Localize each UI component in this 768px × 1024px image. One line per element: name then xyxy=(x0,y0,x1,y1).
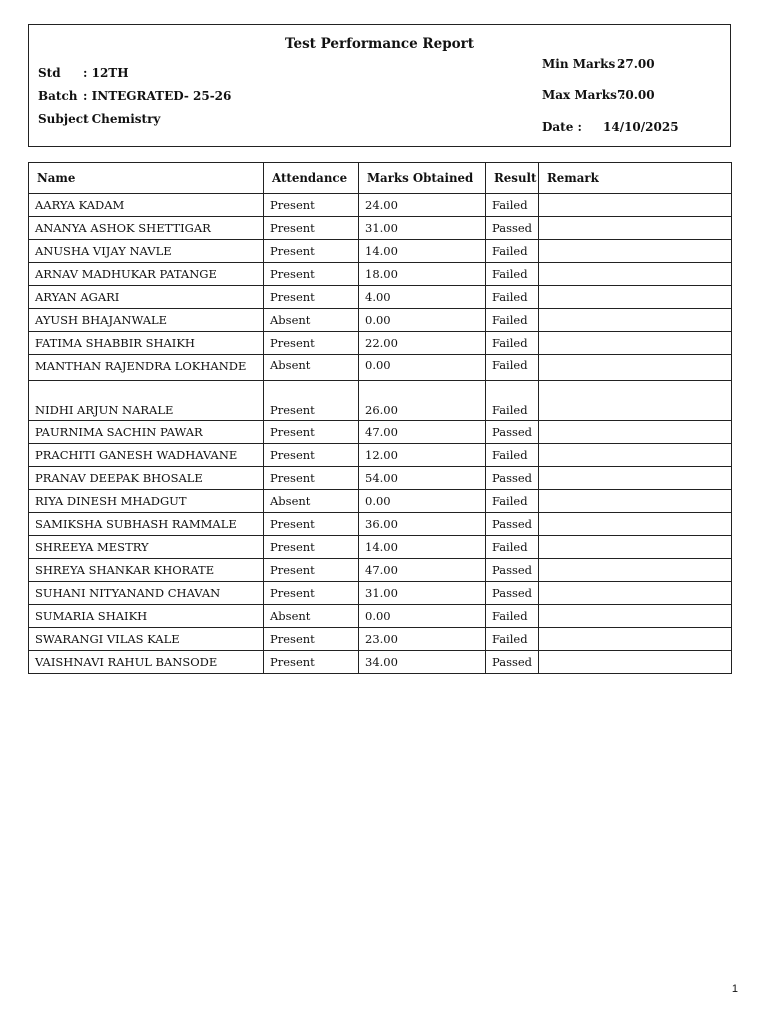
report-title: Test Performance Report xyxy=(285,36,474,52)
table-row xyxy=(29,490,732,513)
marks-cell: 0.00 xyxy=(359,309,486,332)
remark-cell xyxy=(539,194,732,217)
table-row xyxy=(29,582,732,605)
attendance-cell: Present xyxy=(264,240,359,263)
attendance-cell: Absent xyxy=(264,309,359,332)
student-name: SAMIKSHA SUBHASH RAMMALE xyxy=(29,513,264,536)
marks-cell: 12.00 xyxy=(359,444,486,467)
table-row xyxy=(29,444,732,467)
attendance-cell: Present xyxy=(264,582,359,605)
table-row xyxy=(29,286,732,309)
result-cell: Failed xyxy=(486,605,539,628)
subject-value: : Chemistry xyxy=(83,112,161,126)
remark-cell xyxy=(539,513,732,536)
batch-label: Batch xyxy=(38,89,78,103)
marks-cell: 14.00 xyxy=(359,240,486,263)
student-name: ANUSHA VIJAY NAVLE xyxy=(29,240,264,263)
marks-cell: 31.00 xyxy=(359,217,486,240)
table-row xyxy=(29,536,732,559)
marks-cell: 34.00 xyxy=(359,651,486,674)
result-cell: Failed xyxy=(486,286,539,309)
attendance-cell: Absent xyxy=(264,605,359,628)
result-cell: Passed xyxy=(486,217,539,240)
remark-cell xyxy=(539,559,732,582)
result-cell: Failed xyxy=(486,332,539,355)
table-row xyxy=(29,355,732,381)
marks-cell: 36.00 xyxy=(359,513,486,536)
marks-cell: 0.00 xyxy=(359,605,486,628)
student-name: SWARANGI VILAS KALE xyxy=(29,628,264,651)
student-name: SUMARIA SHAIKH xyxy=(29,605,264,628)
attendance-cell: Present xyxy=(264,513,359,536)
student-name: NIDHI ARJUN NARALE xyxy=(29,381,264,421)
result-cell: Passed xyxy=(486,651,539,674)
student-name: SHREEYA MESTRY xyxy=(29,536,264,559)
table-row xyxy=(29,421,732,444)
remark-cell xyxy=(539,421,732,444)
table-row xyxy=(29,605,732,628)
table-header-row xyxy=(29,163,732,194)
header-remark: Remark xyxy=(539,163,732,194)
result-cell: Failed xyxy=(486,628,539,651)
marks-cell: 4.00 xyxy=(359,286,486,309)
subject-label: Subject xyxy=(38,112,89,126)
attendance-cell: Present xyxy=(264,628,359,651)
attendance-cell: Present xyxy=(264,263,359,286)
report-header xyxy=(28,24,731,147)
student-name: AYUSH BHAJANWALE xyxy=(29,309,264,332)
remark-cell xyxy=(539,355,732,381)
table-row xyxy=(29,559,732,582)
student-name: PAURNIMA SACHIN PAWAR xyxy=(29,421,264,444)
student-name: VAISHNAVI RAHUL BANSODE xyxy=(29,651,264,674)
result-cell: Failed xyxy=(486,536,539,559)
student-name: FATIMA SHABBIR SHAIKH xyxy=(29,332,264,355)
remark-cell xyxy=(539,381,732,421)
marks-cell: 22.00 xyxy=(359,332,486,355)
remark-cell xyxy=(539,332,732,355)
header-marks-obtained: Marks Obtained xyxy=(359,163,486,194)
table-row xyxy=(29,263,732,286)
result-cell: Passed xyxy=(486,467,539,490)
marks-cell: 26.00 xyxy=(359,381,486,421)
result-cell: Failed xyxy=(486,263,539,286)
student-name: RIYA DINESH MHADGUT xyxy=(29,490,264,513)
remark-cell xyxy=(539,286,732,309)
student-name: ARNAV MADHUKAR PATANGE xyxy=(29,263,264,286)
result-cell: Passed xyxy=(486,421,539,444)
result-cell: Failed xyxy=(486,309,539,332)
remark-cell xyxy=(539,628,732,651)
result-cell: Failed xyxy=(486,194,539,217)
student-name: ANANYA ASHOK SHETTIGAR xyxy=(29,217,264,240)
std-label: Std xyxy=(38,66,61,80)
marks-cell: 24.00 xyxy=(359,194,486,217)
marks-cell: 0.00 xyxy=(359,490,486,513)
table-row xyxy=(29,194,732,217)
max-marks-value: 70.00 xyxy=(617,88,655,102)
marks-cell: 54.00 xyxy=(359,467,486,490)
table-row xyxy=(29,217,732,240)
remark-cell xyxy=(539,651,732,674)
remark-cell xyxy=(539,490,732,513)
result-cell: Failed xyxy=(486,490,539,513)
table-row xyxy=(29,628,732,651)
marks-table xyxy=(28,162,732,674)
attendance-cell: Present xyxy=(264,559,359,582)
attendance-cell: Present xyxy=(264,332,359,355)
table-row xyxy=(29,381,732,421)
marks-cell: 18.00 xyxy=(359,263,486,286)
table-row xyxy=(29,467,732,490)
remark-cell xyxy=(539,582,732,605)
attendance-cell: Present xyxy=(264,286,359,309)
result-cell: Failed xyxy=(486,381,539,421)
attendance-cell: Present xyxy=(264,194,359,217)
header-result: Result xyxy=(486,163,539,194)
date-label: Date : xyxy=(542,120,582,134)
remark-cell xyxy=(539,217,732,240)
marks-cell: 14.00 xyxy=(359,536,486,559)
remark-cell xyxy=(539,263,732,286)
header-name: Name xyxy=(29,163,264,194)
table-row xyxy=(29,240,732,263)
attendance-cell: Absent xyxy=(264,490,359,513)
student-name: ARYAN AGARI xyxy=(29,286,264,309)
remark-cell xyxy=(539,309,732,332)
attendance-cell: Present xyxy=(264,536,359,559)
marks-cell: 31.00 xyxy=(359,582,486,605)
student-name: PRANAV DEEPAK BHOSALE xyxy=(29,467,264,490)
remark-cell xyxy=(539,467,732,490)
result-cell: Failed xyxy=(486,444,539,467)
student-name: SHREYA SHANKAR KHORATE xyxy=(29,559,264,582)
table-row xyxy=(29,651,732,674)
result-cell: Failed xyxy=(486,240,539,263)
min-marks-label: Min Marks : xyxy=(542,57,624,71)
result-cell: Passed xyxy=(486,513,539,536)
attendance-cell: Present xyxy=(264,444,359,467)
student-name: AARYA KADAM xyxy=(29,194,264,217)
result-cell: Failed xyxy=(486,355,539,381)
remark-cell xyxy=(539,240,732,263)
attendance-cell: Present xyxy=(264,421,359,444)
result-cell: Passed xyxy=(486,582,539,605)
marks-cell: 23.00 xyxy=(359,628,486,651)
attendance-cell: Present xyxy=(264,467,359,490)
max-marks-label: Max Marks : xyxy=(542,88,626,102)
table-row xyxy=(29,309,732,332)
date-value: 14/10/2025 xyxy=(603,120,679,134)
student-name: PRACHITI GANESH WADHAVANE xyxy=(29,444,264,467)
attendance-cell: Present xyxy=(264,217,359,240)
attendance-cell: Present xyxy=(264,651,359,674)
min-marks-value: 27.00 xyxy=(617,57,655,71)
page-number: 1 xyxy=(731,983,738,995)
marks-cell: 47.00 xyxy=(359,559,486,582)
student-name: MANTHAN RAJENDRA LOKHANDE xyxy=(29,355,264,381)
table-row xyxy=(29,332,732,355)
marks-cell: 47.00 xyxy=(359,421,486,444)
table-row xyxy=(29,513,732,536)
attendance-cell: Present xyxy=(264,381,359,421)
remark-cell xyxy=(539,605,732,628)
attendance-cell: Absent xyxy=(264,355,359,381)
marks-cell: 0.00 xyxy=(359,355,486,381)
batch-value: : INTEGRATED- 25-26 xyxy=(83,89,232,103)
remark-cell xyxy=(539,536,732,559)
header-attendance: Attendance xyxy=(264,163,359,194)
remark-cell xyxy=(539,444,732,467)
student-name: SUHANI NITYANAND CHAVAN xyxy=(29,582,264,605)
result-cell: Passed xyxy=(486,559,539,582)
std-value: : 12TH xyxy=(83,66,129,80)
